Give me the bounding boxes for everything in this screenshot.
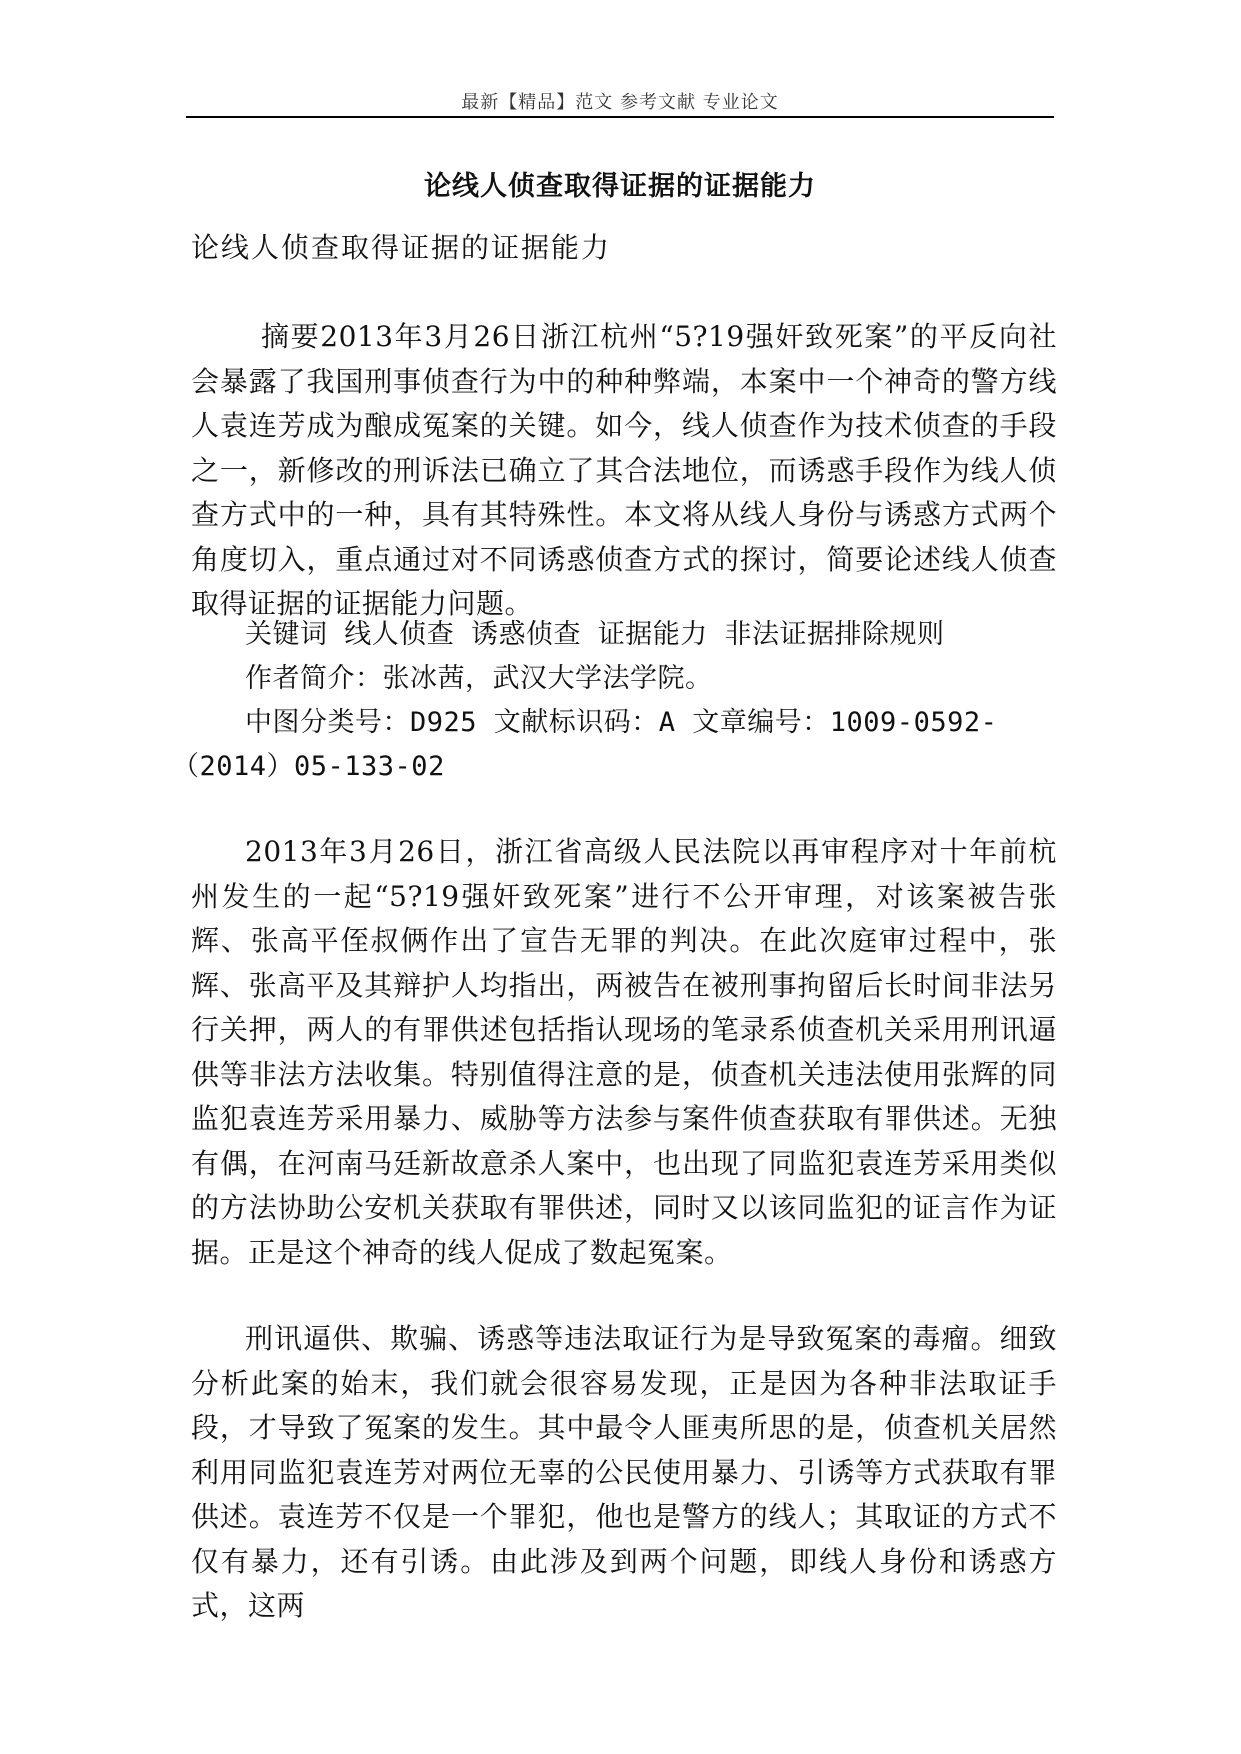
keywords-line: 关键词 线人侦查 诱惑侦查 证据能力 非法证据排除规则 — [245, 619, 945, 650]
abstract-paragraph: 摘要2013年3月26日浙江杭州“5?19强奸致死案”的平反向社会暴露了我国刑事侦查行为中的种种弊端，本案中一个神奇的警方线人袁连芳成为酿成冤案的关键。如今，线人侦查作为技术侦查的手段之一，新修改的刑诉法已确立了其合法地位，而诱惑手段作为线人侦查方式中的一种，具有其特殊性。本文将从线人身份与诱惑方式两个角度切入，重点通过对不同诱惑侦查方式的探讨，简要论述线人侦查取得证据的证据能力问题。 — [191, 320, 1057, 620]
body-paragraph-2: 刑讯逼供、欺骗、诱惑等违法取证行为是导致冤案的毒瘤。细致分析此案的始末，我们就会很容易发现，正是因为各种非法取证手段，才导致了冤案的发生。其中最令人匪夷所思的是，侦查机关居然利用同监犯袁连芳对两位无辜的公民使用暴力、引诱等方式获取有罪供述。袁连芳不仅是一个罪犯，他也是警方的线人；其取证的方式不仅有暴力，还有引诱。由此涉及到两个问题，即线人身份和诱惑方式，这两 — [191, 1322, 1057, 1622]
classification-line: 中图分类号：D925 文献标识码：A 文章编号：1009-0592- — [245, 707, 998, 738]
document-title: 论线人侦查取得证据的证据能力 — [424, 171, 816, 202]
body-paragraph-1: 2013年3月26日，浙江省高级人民法院以再审程序对十年前杭州发生的一起“5?19强奸致死案”进行不公开审理，对该案被告张辉、张高平侄叔俩作出了宣告无罪的判决。在此次庭审过程中，张辉、张高平及其辩护人均指出，两被告在被刑事拘留后长时间非法另行关押，两人的有罪供述包括指认现场的笔录系侦查机关采用刑讯逼供等非法方法收集。特别值得注意的是，侦查机关违法使用张辉的同监犯袁连芳采用暴力、威胁等方法参与案件侦查获取有罪供述。无独有偶，在河南马廷新故意杀人案中，也出现了同监犯袁连芳采用类似的方法协助公安机关获取有罪供述，同时又以该同监犯的证言作为证据。正是这个神奇的线人促成了数起冤案。 — [191, 835, 1057, 1269]
author-line: 作者简介：张冰茜，武汉大学法学院。 — [245, 663, 713, 694]
classification-line-continued: （2014）05-133-02 — [172, 751, 445, 782]
page-header: 最新【精品】范文 参考文献 专业论文 — [461, 92, 779, 113]
document-subtitle: 论线人侦查取得证据的证据能力 — [191, 231, 612, 264]
header-divider — [186, 116, 1054, 118]
